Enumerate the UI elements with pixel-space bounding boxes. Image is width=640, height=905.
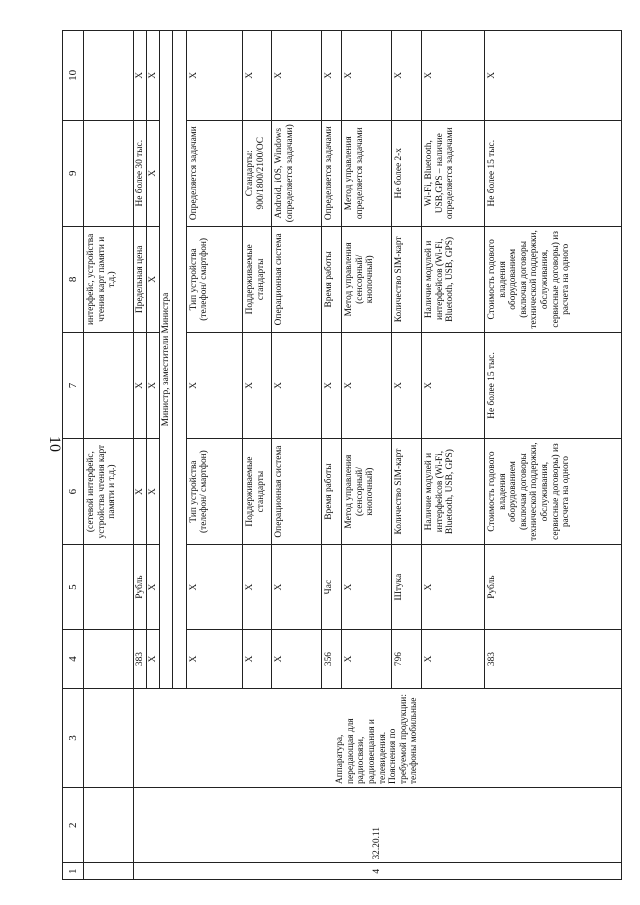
cell-c6: Метод управления (сенсорный/ кнопочный) [342,439,392,545]
cell-c5: Рубль [485,545,622,630]
cell-c10: X [342,31,392,121]
cell-c10: X [272,31,322,121]
product-name: Аппаратура, передающая для радиосвязи, радиовещания и телевидения. Пояснения по требуемой продукции: телефоны мобильные [134,689,622,788]
cell-c6: Операционная система [272,439,322,545]
col-header-6: 6 [63,439,84,545]
cell-c7: X [243,332,272,438]
cell-c6: Стоимость годового владения оборудованием (включая договоры технической поддержки, обслуживания, сервисные договоры) из расчета на одного [485,439,622,545]
cell-c8: Операционная система [272,226,322,332]
cell-c9: Метод управления определяется задачами [342,120,392,226]
continuation-text-6: (сетевой интерфейс, устройства чтения карт памяти и т.д.) [84,439,134,545]
cell-c6: Поддерживаемые стандарты [243,439,272,545]
cell-c8: Поддерживаемые стандарты [243,226,272,332]
cell-c4: X [422,630,485,689]
price-c7: X [134,332,147,438]
header-row [63,31,84,880]
cell-c10: X [392,31,422,121]
continuation-row [84,31,134,880]
col-header-8: 8 [63,226,84,332]
price-limit: Не более 30 тыс. [134,120,147,226]
x-c7: X [147,332,160,438]
cell-c5: X [272,545,322,630]
price-unit: Рубль [134,545,147,630]
cell-c7: X [342,332,392,438]
x-c6: X [147,439,160,545]
price-code: 383 [134,630,147,689]
cell-c7: X [272,332,322,438]
cell-c9: Определяется задачами [186,120,243,226]
cell-c4: X [186,630,243,689]
cell-c10: X [485,31,622,121]
cell-c4: X [243,630,272,689]
cell-c5: X [422,545,485,630]
cell-c4: X [342,630,392,689]
position-band: Министр, заместители Министра [160,31,173,689]
price-row [134,31,147,880]
page-number: 10 [46,436,63,452]
cell-c5: X [342,545,392,630]
cell-c8: Стоимость годового владения оборудованием (включая договоры технической поддержки, обслуживания, сервисные договоры) из расчета на одного [485,226,622,332]
cell-c6: Время работы [322,439,342,545]
cell-c5: X [243,545,272,630]
cell-c7: X [422,332,485,438]
cell-c9: Android, iOS, Windows (определяется задачами) [272,120,322,226]
col-header-9: 9 [63,120,84,226]
cell-c10: X [243,31,272,121]
cell-c10: X [322,31,342,121]
col-header-2: 2 [63,788,84,863]
cell-c8: Метод управления (сенсорный/ кнопочный) [342,226,392,332]
cell-c4: 356 [322,630,342,689]
cell-c9: Не более 2-х [392,120,422,226]
cell-c8: Тип устройства (телефон/ смартфон) [186,226,243,332]
cell-c7: X [322,332,342,438]
continuation-text-8: интерфейс, устройства чтения карт памяти и т.д.) [84,226,134,332]
price-label: Предельная цена [134,226,147,332]
col-header-3: 3 [63,689,84,788]
price-c6: X [134,439,147,545]
x-c10: X [147,31,160,121]
col-header-1: 1 [63,863,84,880]
cell-c5: Час [322,545,342,630]
cell-c6: Количество SIM-карт [392,439,422,545]
cell-c4: 796 [392,630,422,689]
col-header-10: 10 [63,31,84,121]
cell-c8: Наличие модулей и интерфейсов (Wi-Fi, Bluetooth, USB, GPS) [422,226,485,332]
cell-c7: X [186,332,243,438]
price-c10: X [134,31,147,121]
okpd-code: 32.20.11 [134,788,622,863]
col-header-7: 7 [63,332,84,438]
cell-c9: Определяется задачами [322,120,342,226]
x-c8: X [147,226,160,332]
item-number: 4 [134,863,622,880]
cell-c7: X [392,332,422,438]
x-c5: X [147,545,160,630]
cell-c4: 383 [485,630,622,689]
col-header-5: 5 [63,545,84,630]
cell-c4: X [272,630,322,689]
col-header-4: 4 [63,630,84,689]
requirements-table [62,30,622,880]
rotated-table-container [62,30,622,880]
cell-c5: X [186,545,243,630]
cell-c5: Штука [392,545,422,630]
cell-c6: Наличие модулей и интерфейсов (Wi-Fi, Bluetooth, USB, GPS) [422,439,485,545]
cell-c8: Время работы [322,226,342,332]
x-c9: X [147,120,160,226]
x-c4: X [147,630,160,689]
cell-c10: X [422,31,485,121]
cell-c10: X [186,31,243,121]
cell-c8: Количество SIM-карт [392,226,422,332]
cell-c6: Тип устройства (телефон/ смартфон) [186,439,243,545]
cell-c9: Стандарты: 900/1800/2100/ОС [243,120,272,226]
cell-c7: Не более 15 тыс. [485,332,622,438]
cell-c9: Не более 15 тыс. [485,120,622,226]
cell-c9: Wi-Fi, Bluetooth, USB,GPS – наличие определяется задачами [422,120,485,226]
